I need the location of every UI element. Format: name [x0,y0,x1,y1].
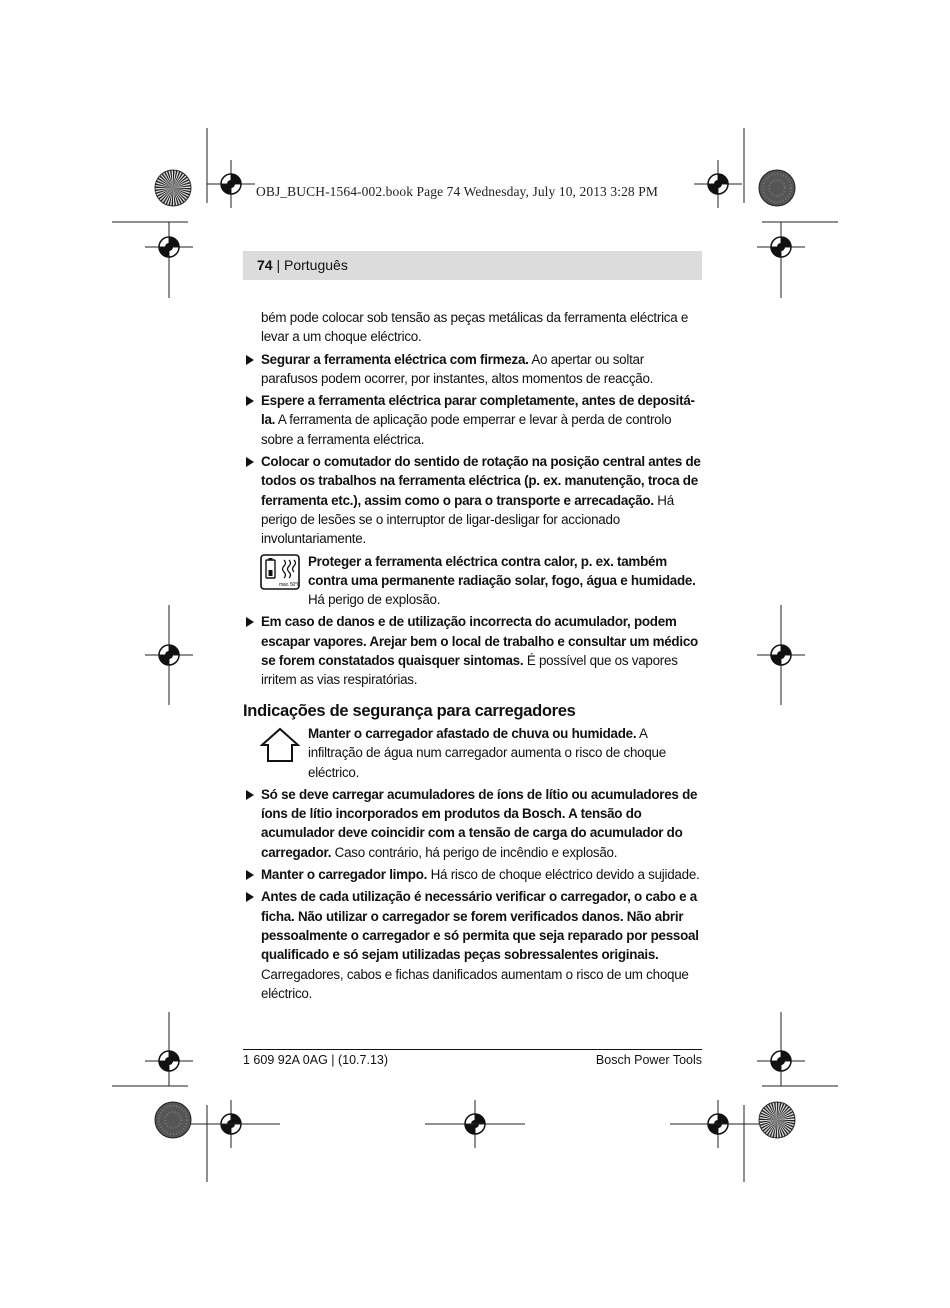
item-text: Ao apertar ou soltar parafusos podem ocorrer, por instantes, altos momentos de reacção. [261,351,654,386]
list-item [243,865,702,884]
warning-text: A infiltração de água num carregador aumenta o risco de choque eléctrico. [308,725,666,780]
intro-paragraph: bém pode colocar sob tensão as peças metálicas da ferramenta eléctrica e levar a um choque eléctrico. [261,310,689,345]
list-item [243,887,702,1003]
item-bold: Colocar o comutador do sentido de rotação na posição central antes de todos os trabalhos na ferramenta eléctrica (p. ex. manutenção, troca de ferramenta etc.), assim como o para o transporte e arrecadação. [261,454,701,508]
item-text: É possível que os vapores irritem as vias respiratórias. [261,653,678,688]
target-dot [777,243,785,251]
target-dot [165,651,173,659]
item-text: Carregadores, cabos e fichas danificados aumentam o risco de um choque eléctrico. [261,966,689,1001]
footer-rule [243,1049,702,1050]
warning-text: Há perigo de explosão. [308,592,441,608]
item-text: A ferramenta de aplicação pode emperrar e levar à perda de controlo sobre a ferramenta eléctrica. [261,412,672,447]
footer-left: 1 609 92A 0AG | (10.7.13) [243,1053,389,1067]
page-number: 74 [257,257,273,273]
header-language: Português [284,257,348,273]
gray-density-patch-icon [759,170,795,206]
target-dot [777,651,785,659]
bullet-triangle-icon [246,617,254,627]
icon-label: max. 50°C [279,581,300,588]
target-dot [227,180,235,188]
bullet-triangle-icon [246,355,254,365]
indoor-warning [243,724,702,782]
list-item [243,612,702,689]
house-icon [260,726,300,764]
print-slug: OBJ_BUCH-1564-002.book Page 74 Wednesday, July 10, 2013 3:28 PM [256,184,658,199]
target-dot [165,1057,173,1065]
bullet-triangle-icon [246,892,254,902]
gray-density-patch-icon [155,1102,191,1138]
footer-right: Bosch Power Tools [595,1053,702,1067]
list-item [243,350,702,389]
item-text: Caso contrário, há perigo de incêndio e explosão. [331,844,618,860]
item-bold: Antes de cada utilização é necessário verificar o carregador, o cabo e a ficha. Não utilizar o carregador se forem verificados danos. Não abrir pessoalmente o carregador e só permita que seja reparado por pessoal qualificado e só sejam utilizadas peças sobressalentes originais. [261,889,699,963]
item-bold: Espere a ferramenta eléctrica parar completamente, antes de depositá-la. [261,393,695,428]
page-body [243,308,702,1003]
bullet-triangle-icon [246,790,254,800]
page-header [257,257,348,273]
bullet-triangle-icon [246,396,254,406]
item-text: Há perigo de lesões se o interruptor de ligar-desligar for accionado involuntariamente. [261,492,674,547]
list-item [243,452,702,548]
warning-bold: Proteger a ferramenta eléctrica contra calor, p. ex. também contra uma permanente radiação solar, fogo, água e humidade. [308,553,696,588]
bullet-triangle-icon [246,870,254,880]
bullet-triangle-icon [246,457,254,467]
heat-warning [243,552,702,610]
item-bold: Segurar a ferramenta eléctrica com firmeza. [261,351,529,367]
list-item [243,785,702,862]
list-item [243,391,702,449]
section-title: Indicações de segurança para carregadores [243,701,576,720]
battery-heat-icon [260,554,300,590]
header-separator: | [272,257,284,273]
item-bold: Manter o carregador limpo. [261,867,428,883]
item-text: Há risco de choque eléctrico devido a sujidade. [427,867,700,883]
target-dot [165,243,173,251]
target-dot [777,1057,785,1065]
item-bold: Em caso de danos e de utilização incorrecta do acumulador, podem escapar vapores. Arejar bem o local de trabalho e consultar um médico se forem constatados quaisquer sintomas. [261,614,698,669]
warning-bold: Manter o carregador afastado de chuva ou humidade. [308,725,637,741]
item-bold: Só se deve carregar acumuladores de íons de lítio ou acumuladores de íons de lítio incorporados em produtos da Bosch. A tensão do acumulador deve coincidir com a tensão de carga do acumulador do carregador. [261,786,698,860]
target-dot [714,180,722,188]
